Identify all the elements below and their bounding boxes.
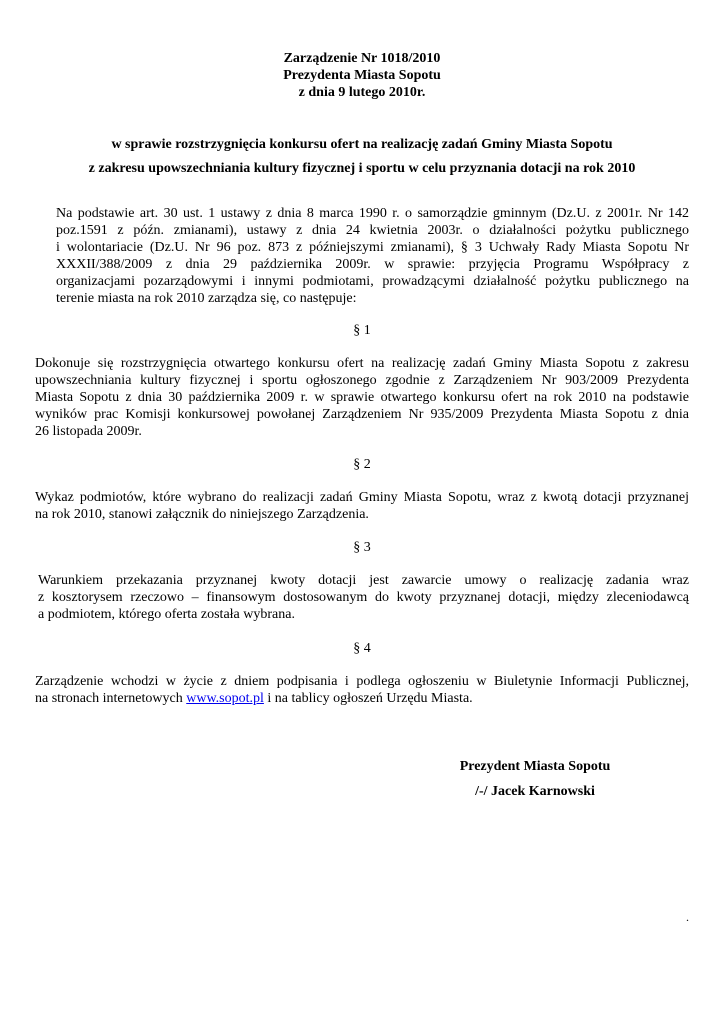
- section-2-line: na rok 2010, stanowi załącznik do niniejszego Zarządzenia.: [35, 507, 369, 522]
- ordinance-number: Zarządzenie Nr 1018/2010: [283, 51, 441, 66]
- section-mark-2: § 2: [353, 457, 371, 472]
- section-1-line: Miasta Sopotu z dnia 30 października 2009 r. w sprawie otwartego konkursu ofert na rok 2010 na podstawie: [35, 390, 689, 405]
- section-1-line: 26 listopada 2009r.: [35, 424, 142, 439]
- footer-dot: .: [686, 910, 689, 924]
- section-3-line: a podmiotem, którego oferta została wybrana.: [38, 607, 295, 622]
- document-header: [0, 50, 724, 101]
- section-2-paragraph: [35, 489, 689, 523]
- section-4-text-after-link: i na tablicy ogłoszeń Urzędu Miasta.: [263, 691, 473, 706]
- section-1-line: upowszechniania kultury fizycznej i sportu ogłoszonego zgodnie z Zarządzeniem Nr 903/2009 Prezydenta: [35, 373, 689, 388]
- section-mark-3: § 3: [353, 540, 371, 555]
- section-3-paragraph: [38, 572, 689, 623]
- preamble-paragraph: [56, 205, 689, 307]
- section-4-line: Zarządzenie wchodzi w życie z dniem podpisania i podlega ogłoszeniu w Biuletynie Informacji Publicznej,: [35, 674, 689, 689]
- signature-name: /-/ Jacek Karnowski: [475, 784, 595, 799]
- section-mark-4: § 4: [353, 641, 371, 656]
- sopot-website-link[interactable]: www.sopot.pl: [186, 691, 264, 706]
- section-mark-1: § 1: [353, 323, 371, 338]
- section-4-text-before-link: na stronach internetowych: [35, 691, 187, 706]
- section-2-line: Wykaz podmiotów, które wybrano do realizacji zadań Gminy Miasta Sopotu, wraz z kwotą dotacji przyznanej: [35, 490, 689, 505]
- section-3-line: Warunkiem przekazania przyznanej kwoty dotacji jest zawarcie umowy o realizację zadania wraz: [38, 573, 689, 588]
- preamble-line: Na podstawie art. 30 ust. 1 ustawy z dnia 8 marca 1990 r. o samorządzie gminnym (Dz.U. z 2001r. Nr 142: [56, 206, 689, 221]
- preamble-line: i wolontariacie (Dz.U. Nr 96 poz. 873 z późniejszymi zmianami), § 3 Uchwały Rady Miasta Sopotu Nr: [56, 240, 689, 255]
- preamble-line: XXXII/388/2009 z dnia 29 października 2009r. w sprawie: przyjęcia Programu Współpracy z: [56, 257, 689, 272]
- section-4-line: [35, 690, 689, 707]
- preamble-line: poz.1591 z późn. zmianami), ustawy z dnia 24 kwietnia 2003r. o działalności pożytku publicznego: [56, 223, 689, 238]
- section-1-line: wyników prac Komisji konkursowej powołanej Zarządzeniem Nr 935/2009 Prezydenta Miasta Sopotu z dnia: [35, 407, 689, 422]
- section-4-paragraph: [35, 673, 689, 707]
- signature-title: Prezydent Miasta Sopotu: [459, 759, 611, 774]
- ordinance-date: z dnia 9 lutego 2010r.: [298, 85, 426, 100]
- section-1-paragraph: [35, 355, 689, 440]
- subject-line-2: z zakresu upowszechniania kultury fizycznej i sportu w celu przyznania dotacji na rok 2010: [88, 161, 636, 176]
- subject-line-1: w sprawie rozstrzygnięcia konkursu ofert na realizację zadań Gminy Miasta Sopotu: [111, 137, 613, 152]
- section-3-line: z kosztorysem rzeczowo – finansowym dostosowanym do kwoty przyznanej dotacji, między zleceniodawcą: [38, 590, 689, 605]
- preamble-line: organizacjami pozarządowymi i innymi podmiotami, prowadzącymi działalność pożytku publicznego na: [56, 274, 689, 289]
- section-1-line: Dokonuje się rozstrzygnięcia otwartego konkursu ofert na realizację zadań Gminy Miasta Sopotu z zakresu: [35, 356, 689, 371]
- preamble-line: terenie miasta na rok 2010 zarządza się, co następuje:: [56, 291, 357, 306]
- ordinance-issuer: Prezydenta Miasta Sopotu: [283, 68, 441, 83]
